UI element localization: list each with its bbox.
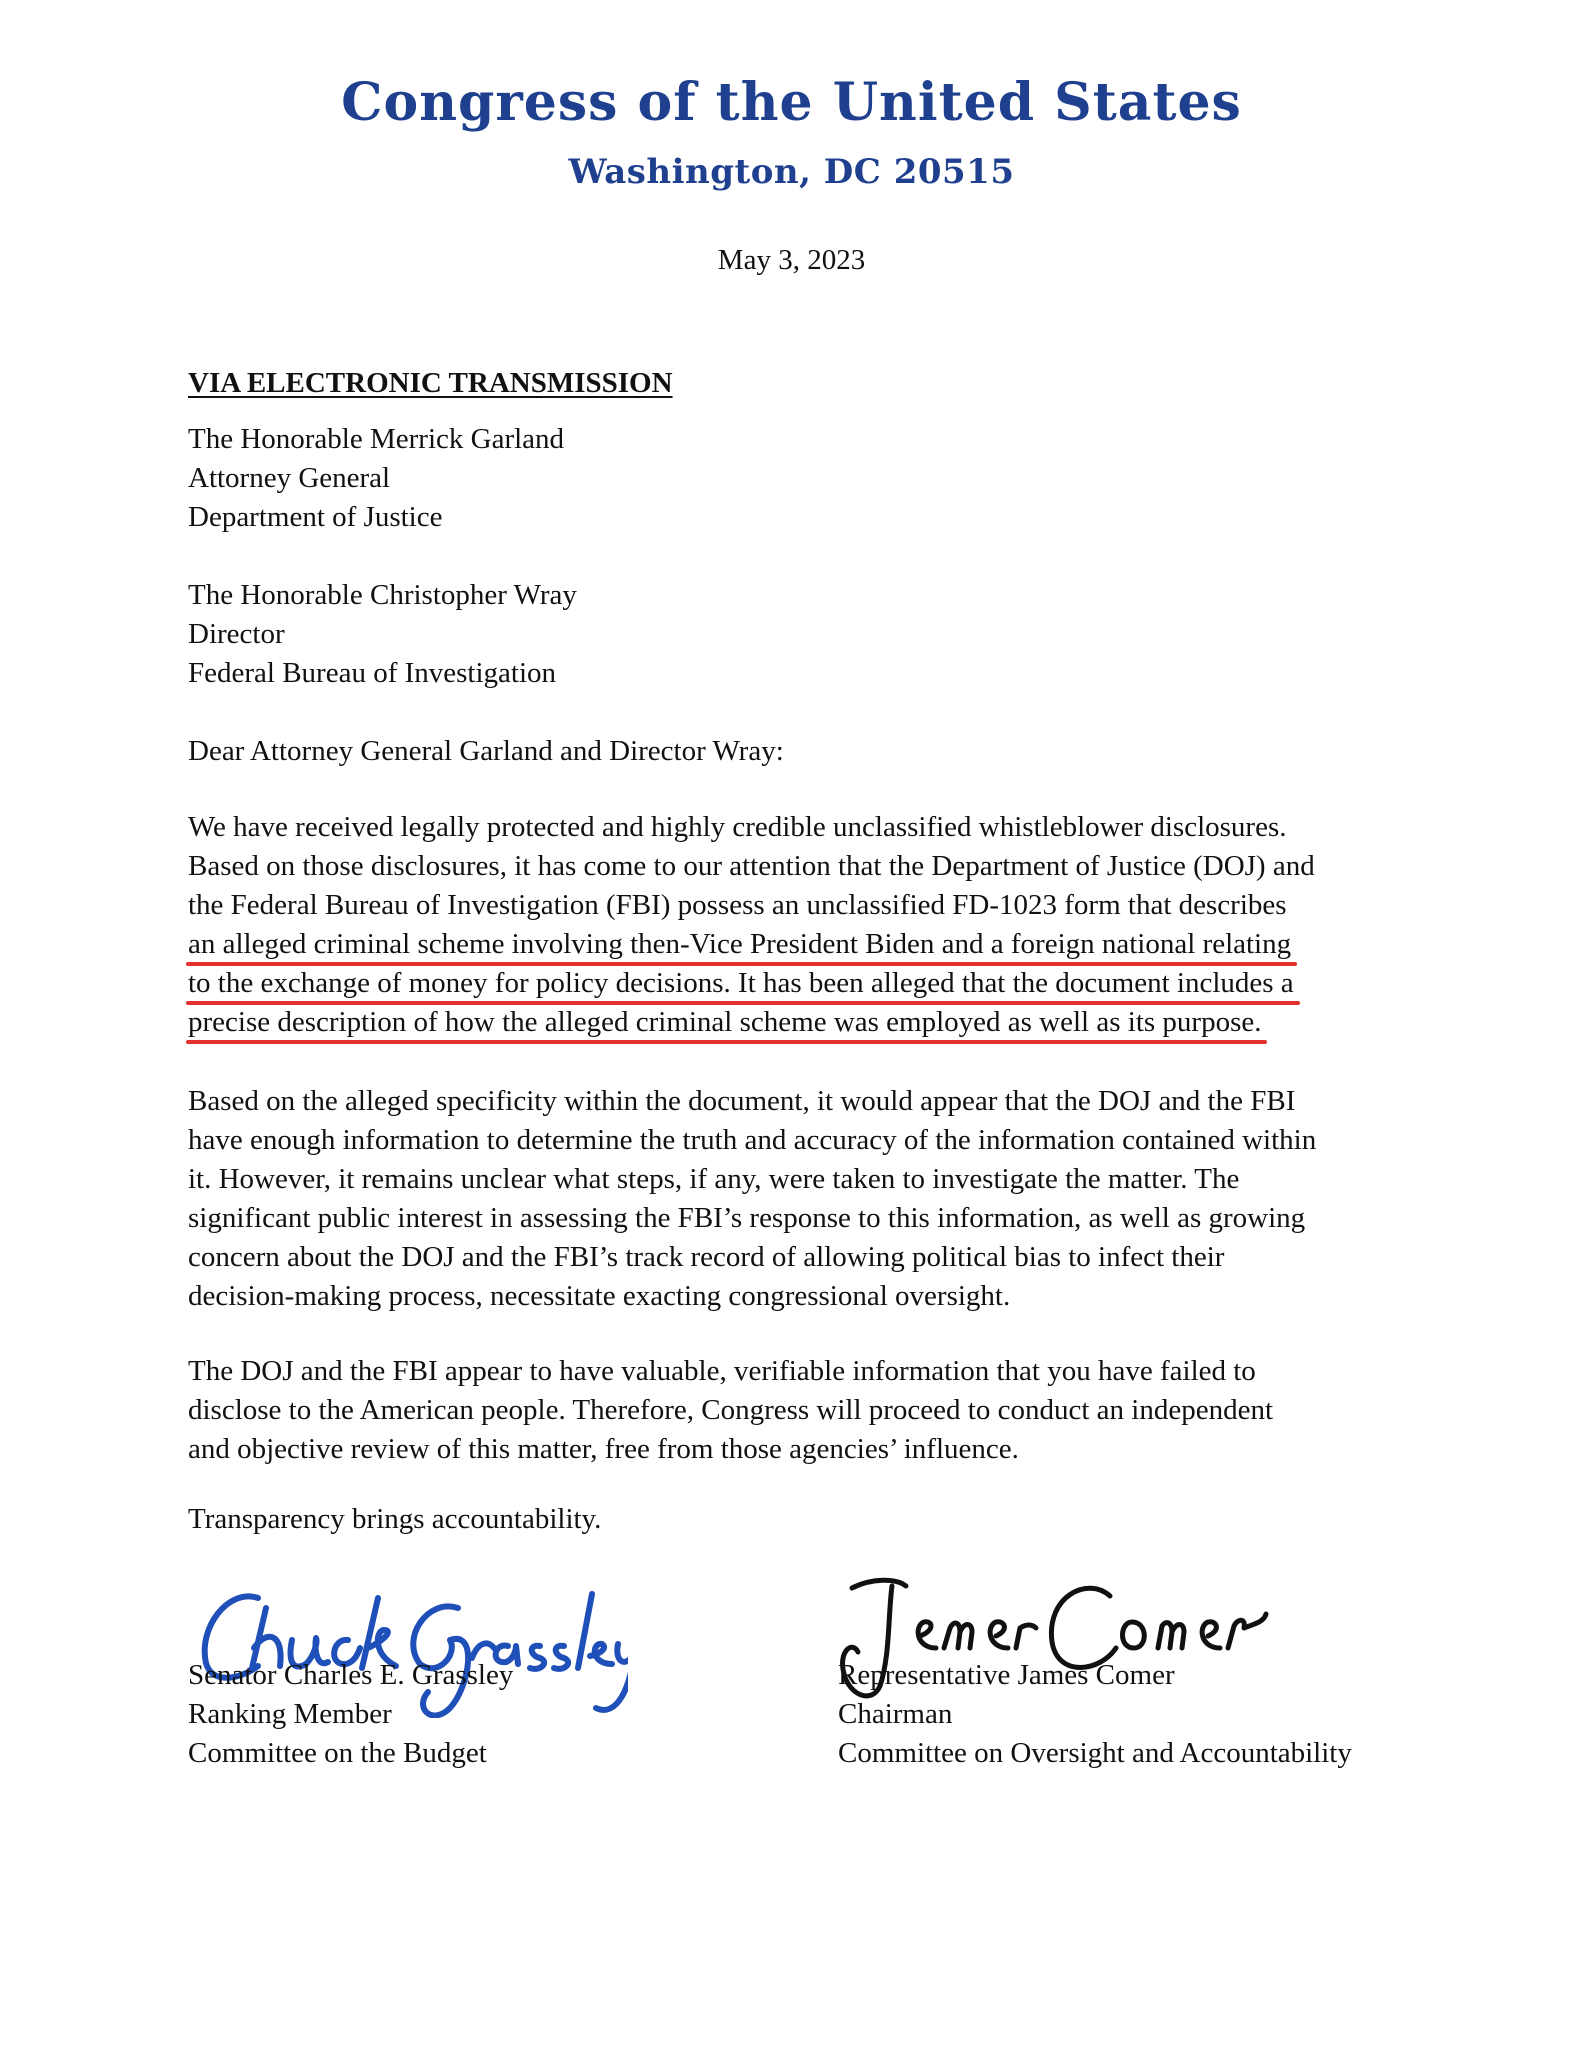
paragraph-line: disclose to the American people. Therefore, Congress will proceed to conduct an independent (188, 1394, 1274, 1426)
paragraph-1 (188, 808, 1418, 1042)
paragraph-line: Based on those disclosures, it has come to our attention that the Department of Justice (DOJ) and (188, 850, 1315, 882)
paragraph-line: the Federal Bureau of Investigation (FBI) possess an unclassified FD-1023 form that describes (188, 889, 1287, 921)
paragraph-2 (188, 1082, 1418, 1316)
recipient-name: The Honorable Merrick Garland (188, 423, 565, 455)
paragraph-line: have enough information to determine the truth and accuracy of the information contained within (188, 1124, 1317, 1156)
transmission-method: VIA ELECTRONIC TRANSMISSION (188, 367, 673, 399)
recipient-title: Director (188, 618, 285, 650)
signatory-name: Senator Charles E. Grassley (188, 1659, 514, 1691)
signatory-committee: Committee on Oversight and Accountability (838, 1737, 1352, 1769)
highlighted-line (188, 1003, 1418, 1042)
paragraph-line: concern about the DOJ and the FBI’s track record of allowing political bias to infect their (188, 1241, 1225, 1273)
letterhead-title: Congress of the United States (341, 72, 1242, 133)
paragraph-line: We have received legally protected and highly credible unclassified whistleblower disclosures. (188, 811, 1287, 843)
signatory-name: Representative James Comer (838, 1659, 1175, 1691)
paragraph-line: Based on the alleged specificity within the document, it would appear that the DOJ and the FBI (188, 1085, 1296, 1117)
letter-date: May 3, 2023 (717, 244, 866, 276)
salutation: Dear Attorney General Garland and Director Wray: (188, 735, 784, 767)
highlighted-line (188, 925, 1418, 964)
recipient-title: Attorney General (188, 462, 391, 494)
highlighted-text: to the exchange of money for policy decisions. It has been alleged that the document includes a (188, 964, 1294, 1003)
signatory-block-grassley (188, 1656, 513, 1773)
recipient-organization: Federal Bureau of Investigation (188, 657, 557, 689)
paragraph-line: significant public interest in assessing the FBI’s response to this information, as well as growing (188, 1202, 1306, 1234)
recipient-block-2 (188, 576, 1418, 693)
paragraph-line: it. However, it remains unclear what steps, if any, were taken to investigate the matter. The (188, 1163, 1240, 1195)
paragraph-3 (188, 1352, 1418, 1469)
recipient-block-1 (188, 420, 1418, 537)
signatory-role: Ranking Member (188, 1698, 392, 1730)
letterhead-subtitle: Washington, DC 20515 (568, 152, 1015, 192)
paragraph-line: The DOJ and the FBI appear to have valuable, verifiable information that you have failed to (188, 1355, 1256, 1387)
highlighted-text: an alleged criminal scheme involving then-Vice President Biden and a foreign national relating (188, 925, 1291, 964)
signatory-committee: Committee on the Budget (188, 1737, 487, 1769)
recipient-name: The Honorable Christopher Wray (188, 579, 577, 611)
highlighted-line (188, 964, 1418, 1003)
signatory-block-comer (838, 1656, 1352, 1773)
paragraph-line: and objective review of this matter, free from those agencies’ influence. (188, 1433, 1019, 1465)
highlighted-text: precise description of how the alleged criminal scheme was employed as well as its purpose. (188, 1003, 1261, 1042)
paragraph-line: decision-making process, necessitate exacting congressional oversight. (188, 1280, 1011, 1312)
recipient-organization: Department of Justice (188, 501, 443, 533)
signatory-role: Chairman (838, 1698, 953, 1730)
closing-line: Transparency brings accountability. (188, 1503, 602, 1535)
